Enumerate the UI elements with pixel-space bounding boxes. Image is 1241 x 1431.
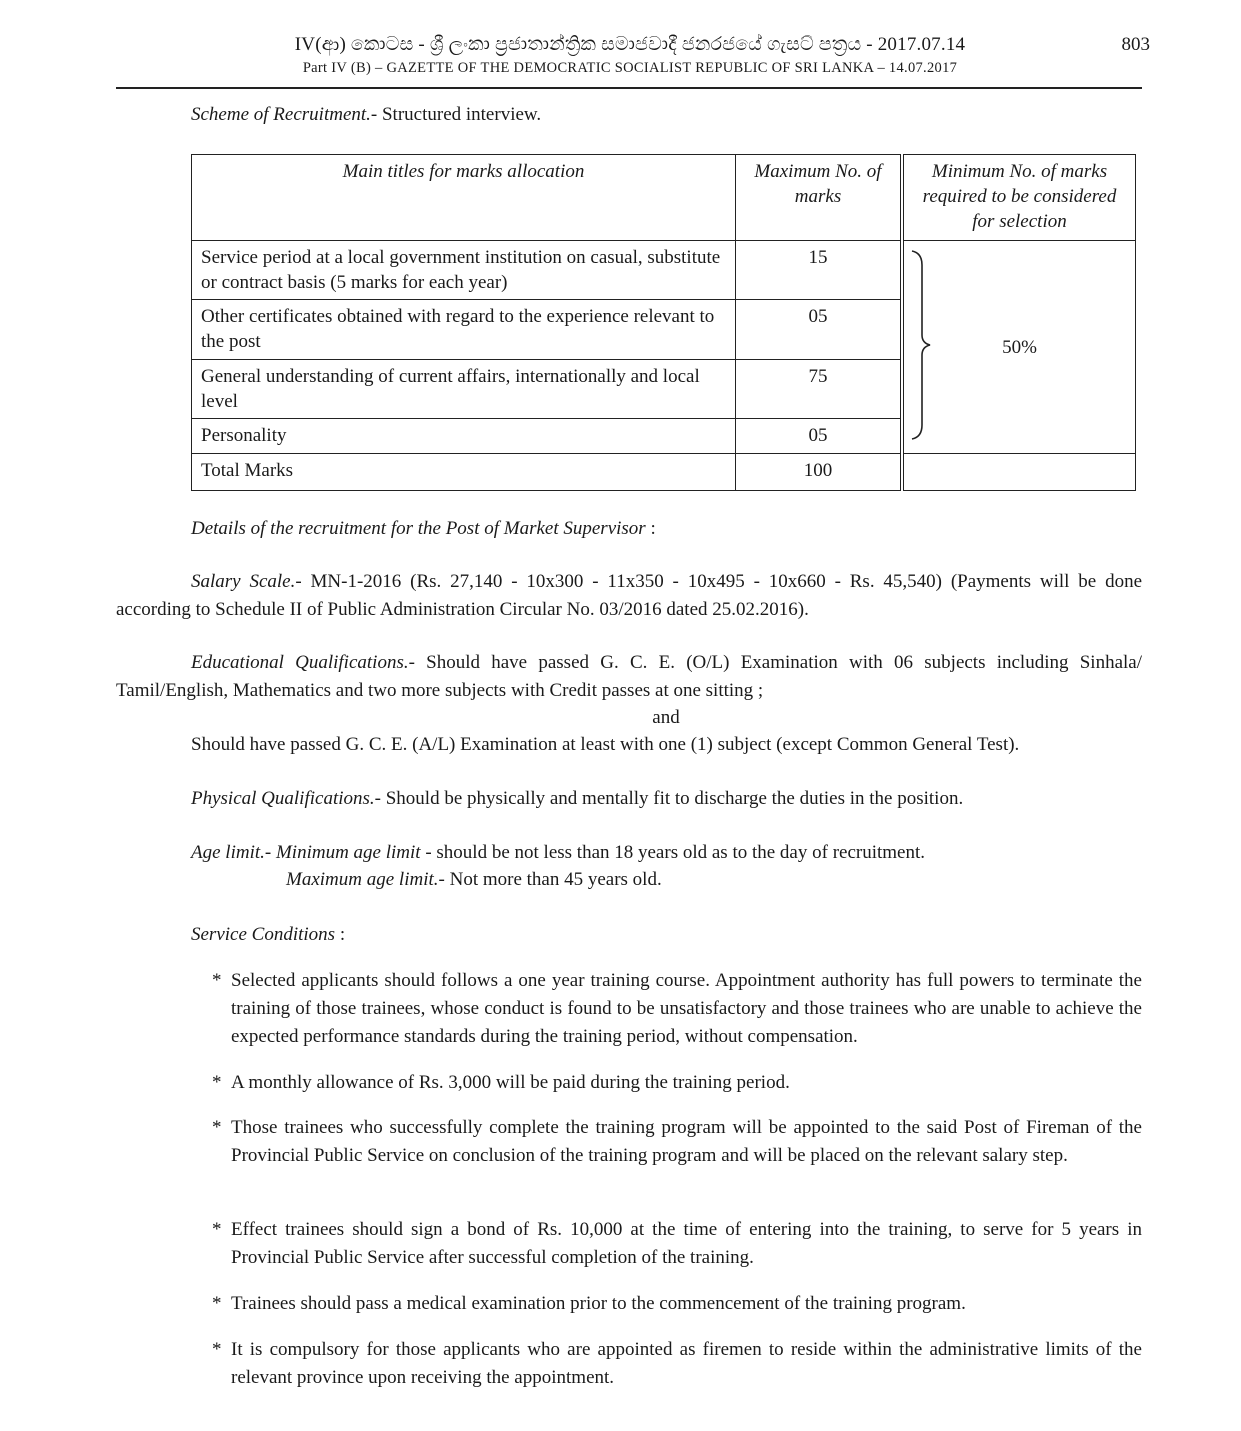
condition-item [212, 1336, 1142, 1392]
age-min-text: - should be not less than 18 years old as to the day of recruitment. [420, 842, 926, 863]
condition-text: Effect trainees should sign a bond of Rs. 10,000 at the time of entering into the training, to serve for 5 years in Provincial Public Service after successful completion of the training. [231, 1219, 1142, 1268]
details-heading [191, 515, 1091, 543]
physical-label: Physical Qualifications. [191, 788, 375, 809]
total-min-empty [902, 454, 1136, 491]
header-max-marks: Maximum No. of marks [736, 155, 903, 241]
row-title: Personality [192, 419, 736, 454]
age-min-label: - Minimum age limit [264, 842, 421, 863]
education-text: - Should have passed G. C. E. (O/L) Examination with 06 subjects including Sinhala/ Tamil/English, Mathematics and two more subjects with Credit passes at one sitting ; [116, 652, 1142, 701]
page-number: 803 [1121, 34, 1150, 55]
service-conditions-heading [191, 921, 1091, 949]
bullet-star: * [212, 1117, 222, 1138]
row-max-marks: 05 [736, 419, 903, 454]
table-header-row [192, 155, 1136, 241]
physical-text: - Should be physically and mentally fit to discharge the duties in the position. [374, 788, 964, 809]
header-min-marks: Minimum No. of marks required to be considered for selection [902, 155, 1136, 241]
salary-text: - MN-1-2016 (Rs. 27,140 - 10x300 - 11x350 - 10x495 - 10x660 - Rs. 45,540) (Payments will be done according to Schedule II of Public Administration Circular No. 03/2016 dated 25.02.2016). [116, 571, 1142, 620]
table-row [192, 241, 1136, 300]
min-marks-value: 50% [1002, 336, 1037, 358]
physical-paragraph [191, 785, 1142, 813]
condition-text: A monthly allowance of Rs. 3,000 will be paid during the training period. [231, 1072, 790, 1093]
education-label: Educational Qualifications. [191, 652, 409, 673]
scheme-text: - Structured interview. [370, 104, 542, 125]
age-max-text: - Not more than 45 years old. [438, 869, 662, 890]
header-divider [116, 87, 1142, 89]
age-label: Age limit. [191, 842, 265, 863]
age-limit-min [191, 839, 1142, 867]
age-max-label: Maximum age limit. [286, 869, 439, 890]
min-marks-cell [902, 241, 1136, 454]
header-main-titles: Main titles for marks allocation [192, 155, 736, 241]
row-title: Service period at a local government institution on casual, substitute or contract basis (5 marks for each year) [192, 241, 736, 300]
condition-text: Selected applicants should follows a one year training course. Appointment authority has full powers to terminate the training of those trainees, whose conduct is found to be unsatisfactory and those trainees who are unable to achieve the expected performance standards during the training period, without compensation. [231, 970, 1142, 1047]
row-max-marks: 75 [736, 360, 903, 419]
details-heading-colon: : [645, 518, 656, 539]
education-and: and [652, 707, 680, 728]
bullet-star: * [212, 1219, 222, 1240]
bullet-star: * [212, 1072, 222, 1093]
service-heading-text: Service Conditions [191, 924, 336, 945]
condition-text: It is compulsory for those applicants who are appointed as firemen to reside within the administrative limits of the relevant province upon receiving the appointment. [231, 1339, 1142, 1388]
row-max-marks: 05 [736, 300, 903, 360]
bullet-star: * [212, 1293, 222, 1314]
table-total-row [192, 454, 1136, 491]
condition-item [212, 1290, 1142, 1318]
condition-text: Trainees should pass a medical examination prior to the commencement of the training program. [231, 1293, 966, 1314]
bullet-star: * [212, 970, 222, 991]
condition-item [212, 967, 1142, 1051]
condition-item [212, 1216, 1142, 1272]
row-max-marks: 15 [736, 241, 903, 300]
marks-allocation-table [191, 154, 1136, 491]
salary-label: Salary Scale. [191, 571, 296, 592]
gazette-header-sinhala: IV(ආ) කොටස - ශ්‍රී ලංකා ප්‍රජාතාන්ත්‍රික සමාජවාදී ජනරජයේ ගැසට් පත්‍රය - 2017.07.14 [294, 34, 966, 55]
scheme-label: Scheme of Recruitment. [191, 104, 371, 125]
brace-icon [910, 249, 934, 441]
row-title: General understanding of current affairs, internationally and local level [192, 360, 736, 419]
gazette-header-english: Part IV (B) – GAZETTE OF THE DEMOCRATIC SOCIALIST REPUBLIC OF SRI LANKA – 14.07.2017 [302, 60, 958, 76]
row-title: Other certificates obtained with regard to the experience relevant to the post [192, 300, 736, 360]
bullet-star: * [212, 1339, 222, 1360]
condition-item [212, 1069, 1142, 1097]
details-heading-text: Details of the recruitment for the Post of Market Supervisor [191, 518, 646, 539]
condition-item [212, 1114, 1142, 1170]
age-limit-max [286, 866, 1142, 894]
scheme-of-recruitment [191, 101, 1091, 129]
service-heading-colon: : [335, 924, 346, 945]
total-value: 100 [736, 454, 903, 491]
salary-scale-paragraph [116, 568, 1142, 624]
total-label: Total Marks [192, 454, 736, 491]
education-paragraph [116, 649, 1142, 705]
education-text-2: Should have passed G. C. E. (A/L) Examination at least with one (1) subject (except Common General Test). [191, 734, 1020, 755]
condition-text: Those trainees who successfully complete the training program will be appointed to the said Post of Fireman of the Provincial Public Service on conclusion of the training program and will be placed on the relevant salary step. [231, 1117, 1142, 1166]
